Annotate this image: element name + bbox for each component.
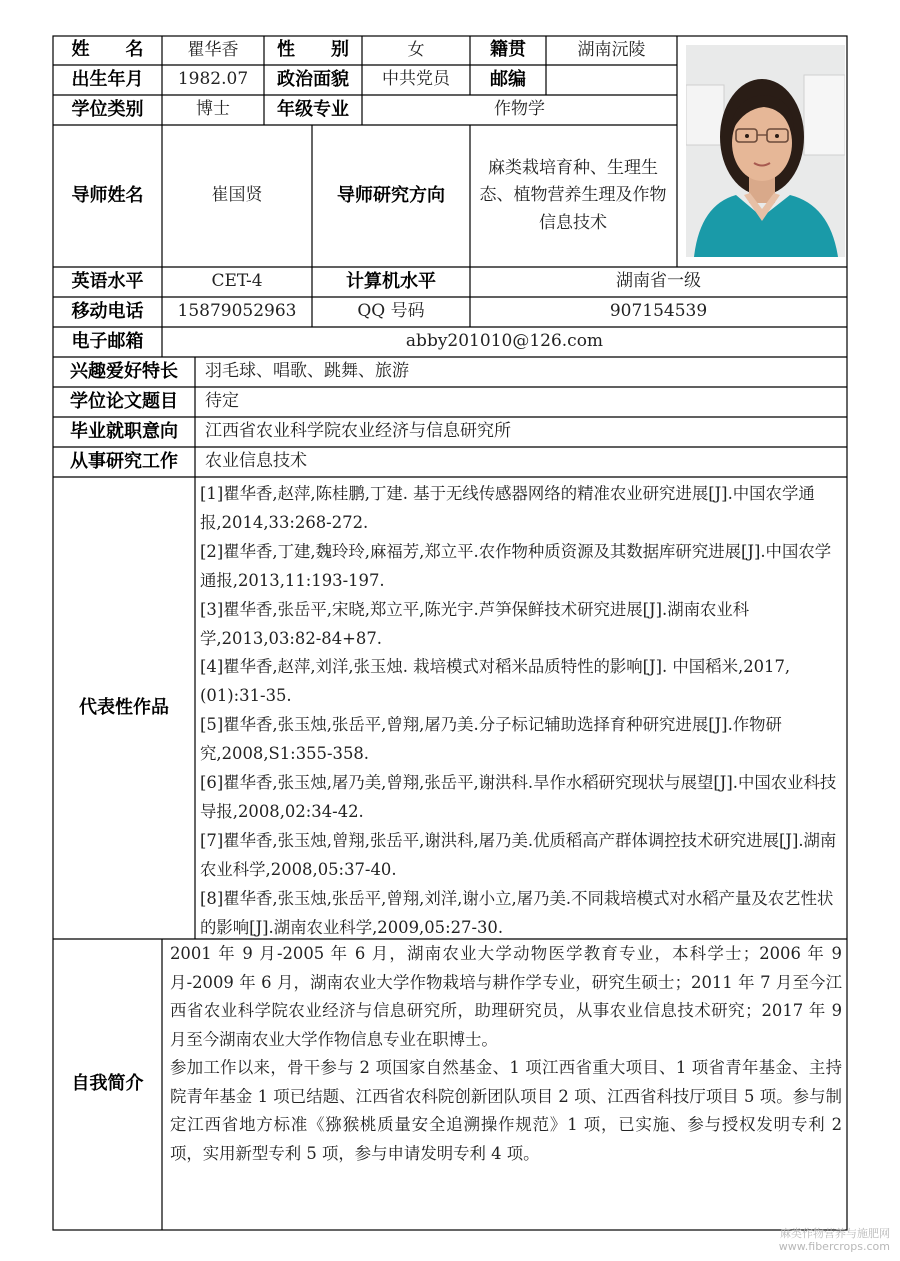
origin-label: 籍贯	[490, 39, 526, 61]
watermark-url: www.fibercrops.com	[778, 1240, 890, 1253]
publication-item: [2]瞿华香,丁建,魏玲玲,麻福芳,郑立平.农作物种质资源及其数据库研究进展[J].中国农学通报,2013,11:193-197.	[200, 541, 832, 590]
name-value: 瞿华香	[187, 39, 239, 60]
postcode-value	[546, 65, 677, 95]
phone-value: 15879052963	[177, 301, 297, 322]
watermark-site-name: 麻类作物营养与施肥网	[780, 1227, 890, 1240]
career-intent-value: 江西省农业科学院农业经济与信息研究所	[205, 421, 511, 442]
publication-item: [6]瞿华香,张玉烛,屠乃美,曾翔,张岳平,谢洪科.旱作水稻研究现状与展望[J].中国农业科技导报,2008,02:34-42.	[200, 773, 837, 821]
computer-label: 计算机水平	[346, 270, 436, 292]
phone-label: 移动电话	[71, 300, 144, 322]
portrait-illustration	[686, 45, 845, 257]
major-label: 年级专业	[277, 98, 349, 120]
advisor-label: 导师姓名	[71, 184, 144, 206]
name-label: 姓 名	[71, 39, 144, 61]
qq-label: QQ 号码	[357, 301, 425, 322]
research-direction-value: 麻类栽培育种、生理生态、植物营养生理及作物信息技术	[479, 158, 667, 233]
origin-value: 湖南沅陵	[577, 39, 646, 60]
bio-label: 自我简介	[71, 1073, 144, 1095]
email-value: abby201010@126.com	[405, 331, 604, 352]
degree-label: 学位类别	[71, 98, 144, 120]
political-value: 中共党员	[382, 69, 450, 90]
hobby-value: 羽毛球、唱歌、跳舞、旅游	[205, 361, 409, 382]
hobby-label: 兴趣爱好特长	[70, 360, 178, 382]
birth-value: 1982.07	[177, 69, 249, 90]
postcode-label: 邮编	[490, 68, 526, 90]
thesis-value: 待定	[205, 391, 239, 412]
publications-label: 代表性作品	[79, 696, 169, 718]
gender-value: 女	[407, 39, 425, 60]
research-work-label: 从事研究工作	[70, 450, 178, 472]
bio-paragraph-projects: 参加工作以来，骨干参与 2 项国家自然基金、1 项江西省重大项目、1 项省青年基金、主持院青年基金 1 项已结题、江西省农科院创新团队项目 2 项、江西省科技厅项目 5 项。参与制定江西省地方标准《猕猴桃质量安全追溯操作规范》1 项，已实施、参与授权发明专利 2 项，实用新型专利 5 项，参与申请发明专利 4 项。	[170, 1058, 842, 1163]
publications-list	[200, 480, 840, 943]
research-work-value: 农业信息技术	[205, 451, 307, 472]
publication-item: [8]瞿华香,张玉烛,张岳平,曾翔,刘洋,谢小立,屠乃美.不同栽培模式对水稻产量及农艺性状的影响[J].湖南农业科学,2009,05:27-30.	[200, 888, 834, 937]
site-watermark	[779, 1227, 890, 1253]
publication-item: [1]瞿华香,赵萍,陈桂鹏,丁建. 基于无线传感器网络的精准农业研究进展[J].中国农学通报,2014,33:268-272.	[200, 484, 815, 532]
career-intent-label: 毕业就职意向	[70, 420, 178, 442]
research-direction-label: 导师研究方向	[337, 184, 445, 206]
qq-value: 907154539	[609, 301, 708, 322]
gender-label: 性 别	[277, 39, 349, 61]
publication-item: [4]瞿华香,赵萍,刘洋,张玉烛. 栽培模式对稻米品质特性的影响[J]. 中国稻米,2017,(01):31-35.	[200, 657, 791, 706]
birth-label: 出生年月	[71, 68, 144, 90]
bio-paragraph-education: 2001 年 9 月-2005 年 6 月，湖南农业大学动物医学教育专业，本科学士；2006 年 9 月-2009 年 6 月，湖南农业大学作物栽培与耕作学专业，研究生硕士；2011 年 7 月至今江西省农业科学院农业经济与信息研究所，助理研究员，从事农业信息技术研究；2017 年 9 月至今湖南农业大学作物信息专业在职博士。	[170, 944, 842, 1049]
publication-item: [7]瞿华香,张玉烛,曾翔,张岳平,谢洪科,屠乃美.优质稻高产群体调控技术研究进展[J].湖南农业科学,2008,05:37-40.	[200, 830, 837, 879]
degree-value: 博士	[196, 99, 230, 120]
email-label: 电子邮箱	[71, 330, 144, 352]
english-label: 英语水平	[71, 270, 144, 292]
publication-item: [5]瞿华香,张玉烛,张岳平,曾翔,屠乃美.分子标记辅助选择育种研究进展[J].作物研究,2008,S1:355-358.	[200, 715, 782, 764]
advisor-value: 崔国贤	[211, 185, 263, 206]
major-value: 作物学	[494, 99, 545, 120]
profile-photo	[686, 45, 845, 257]
english-value: CET-4	[211, 271, 263, 292]
political-label: 政治面貌	[277, 68, 349, 90]
bio-text	[170, 940, 842, 1168]
thesis-label: 学位论文题目	[70, 390, 178, 412]
publication-item: [3]瞿华香,张岳平,宋晓,郑立平,陈光宇.芦笋保鲜技术研究进展[J].湖南农业科学,2013,03:82-84+87.	[200, 599, 750, 648]
computer-value: 湖南省一级	[616, 271, 701, 292]
